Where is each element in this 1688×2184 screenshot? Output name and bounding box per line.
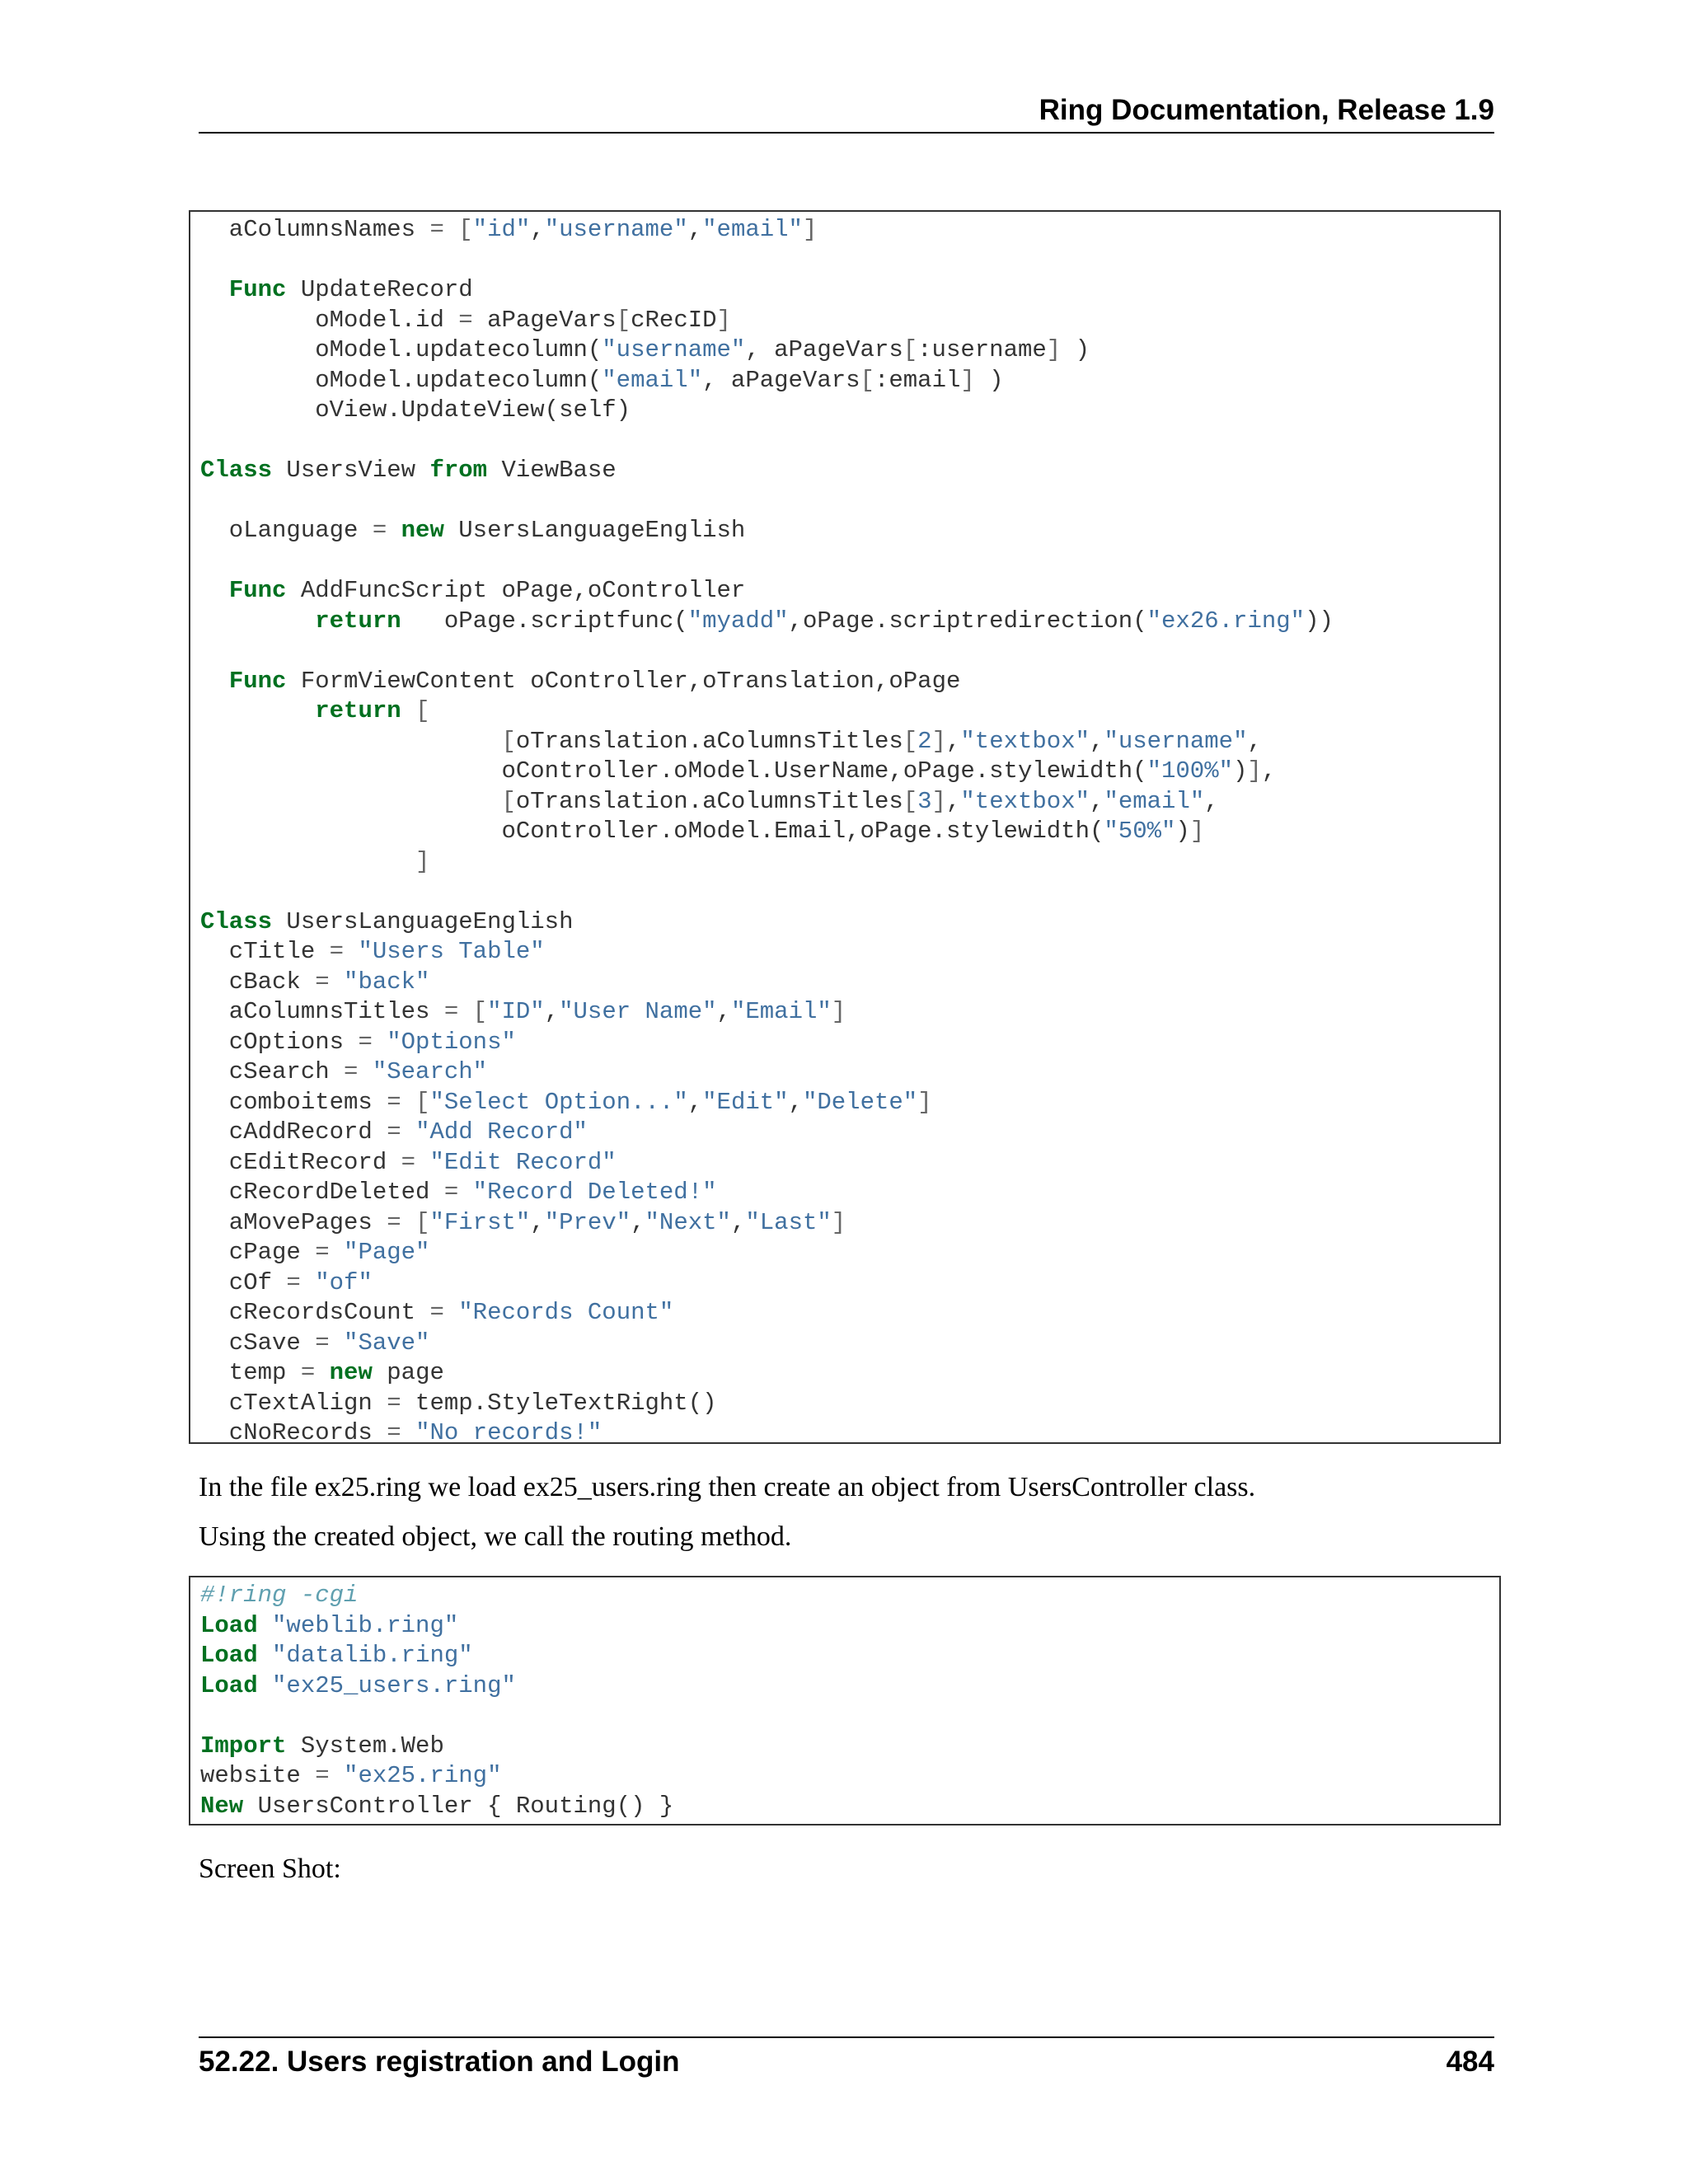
code-line: Func FormViewContent oController,oTranslation,oPage: [228, 667, 961, 695]
page-header: [199, 92, 1494, 134]
code-line: comboitems = ["Select Option...","Edit","Delete"]: [200, 1088, 932, 1116]
code-line: Func AddFuncScript oPage,oController: [228, 577, 746, 604]
code-line: cRecordDeleted = "Record Deleted!": [200, 1179, 717, 1206]
code-block-ex25-ring: [189, 1576, 1501, 1825]
code-line: aColumnsNames = ["id","username","email"]: [200, 216, 818, 243]
code-line: cNoRecords = "No records!": [200, 1419, 603, 1444]
code-line: cOptions = "Options": [200, 1028, 516, 1056]
document-title: Ring Documentation, Release 1.9: [1039, 94, 1494, 126]
code-line: cTitle = "Users Table": [200, 938, 545, 965]
code-line: return [: [315, 697, 430, 724]
footer-rule: [199, 2036, 1494, 2038]
code-line: oView.UpdateView(self): [200, 396, 631, 424]
code-line: New UsersController { Routing() }: [200, 1792, 674, 1820]
code-line: cRecordsCount = "Records Count": [200, 1299, 674, 1326]
code-block-users-view: [189, 210, 1501, 1444]
code-line: Import System.Web: [200, 1732, 444, 1760]
code-line: cSearch = "Search": [200, 1058, 488, 1085]
code-line: Class UsersView from ViewBase: [200, 457, 617, 484]
code-line: Func UpdateRecord: [228, 276, 473, 303]
footer-section-title: 52.22. Users registration and Login: [199, 2046, 680, 2078]
code-line: [oTranslation.aColumnsTitles[2],"textbox","username",: [501, 727, 1262, 755]
code-line: cEditRecord = "Edit Record": [200, 1148, 617, 1176]
footer-page-number: 484: [1446, 2046, 1494, 2078]
code-line: ]: [415, 847, 430, 875]
code-line: oLanguage = new UsersLanguageEnglish: [200, 517, 746, 544]
code-line: Class UsersLanguageEnglish: [200, 907, 574, 935]
code-line: aColumnsTitles = ["ID","User Name","Email"]: [200, 998, 846, 1025]
code-line: #!ring -cgi: [200, 1582, 359, 1609]
code-line: cSave = "Save": [200, 1329, 430, 1357]
code-line: cTextAlign = temp.StyleTextRight(): [200, 1389, 717, 1417]
code-line: temp = new page: [200, 1359, 444, 1386]
paragraph-screen-shot: Screen Shot:: [199, 1854, 341, 1884]
code-line: cAddRecord = "Add Record": [200, 1118, 588, 1146]
code-line: oController.oModel.UserName,oPage.stylewidth("100%")],: [200, 757, 1277, 785]
code-line: cBack = "back": [200, 968, 430, 996]
code-line: Load "ex25_users.ring": [200, 1671, 516, 1699]
code-line: oModel.updatecolumn("email", aPageVars[:email] ): [200, 366, 1004, 394]
paragraph-routing-description: Using the created object, we call the routing method.: [199, 1521, 792, 1552]
code-line: [oTranslation.aColumnsTitles[3],"textbox","email",: [501, 787, 1219, 815]
code-line: aMovePages = ["First","Prev","Next","Last"]: [200, 1208, 846, 1236]
code-line: oModel.id = aPageVars[cRecID]: [200, 306, 731, 334]
code-line: oModel.updatecolumn("username", aPageVars[:username] ): [200, 336, 1090, 363]
code-line: return oPage.scriptfunc("myadd",oPage.scriptredirection("ex26.ring")): [315, 607, 1334, 635]
code-line: website = "ex25.ring": [200, 1762, 502, 1789]
code-line: oController.oModel.Email,oPage.stylewidth("50%")]: [200, 818, 1205, 845]
code-line: Load "datalib.ring": [200, 1642, 473, 1669]
paragraph-ex25-description: In the file ex25.ring we load ex25_users.ring then create an object from UsersController class.: [199, 1472, 1256, 1502]
code-line: cPage = "Page": [200, 1239, 430, 1266]
code-line: cOf = "of": [200, 1268, 373, 1296]
code-line: Load "weblib.ring": [200, 1611, 459, 1639]
